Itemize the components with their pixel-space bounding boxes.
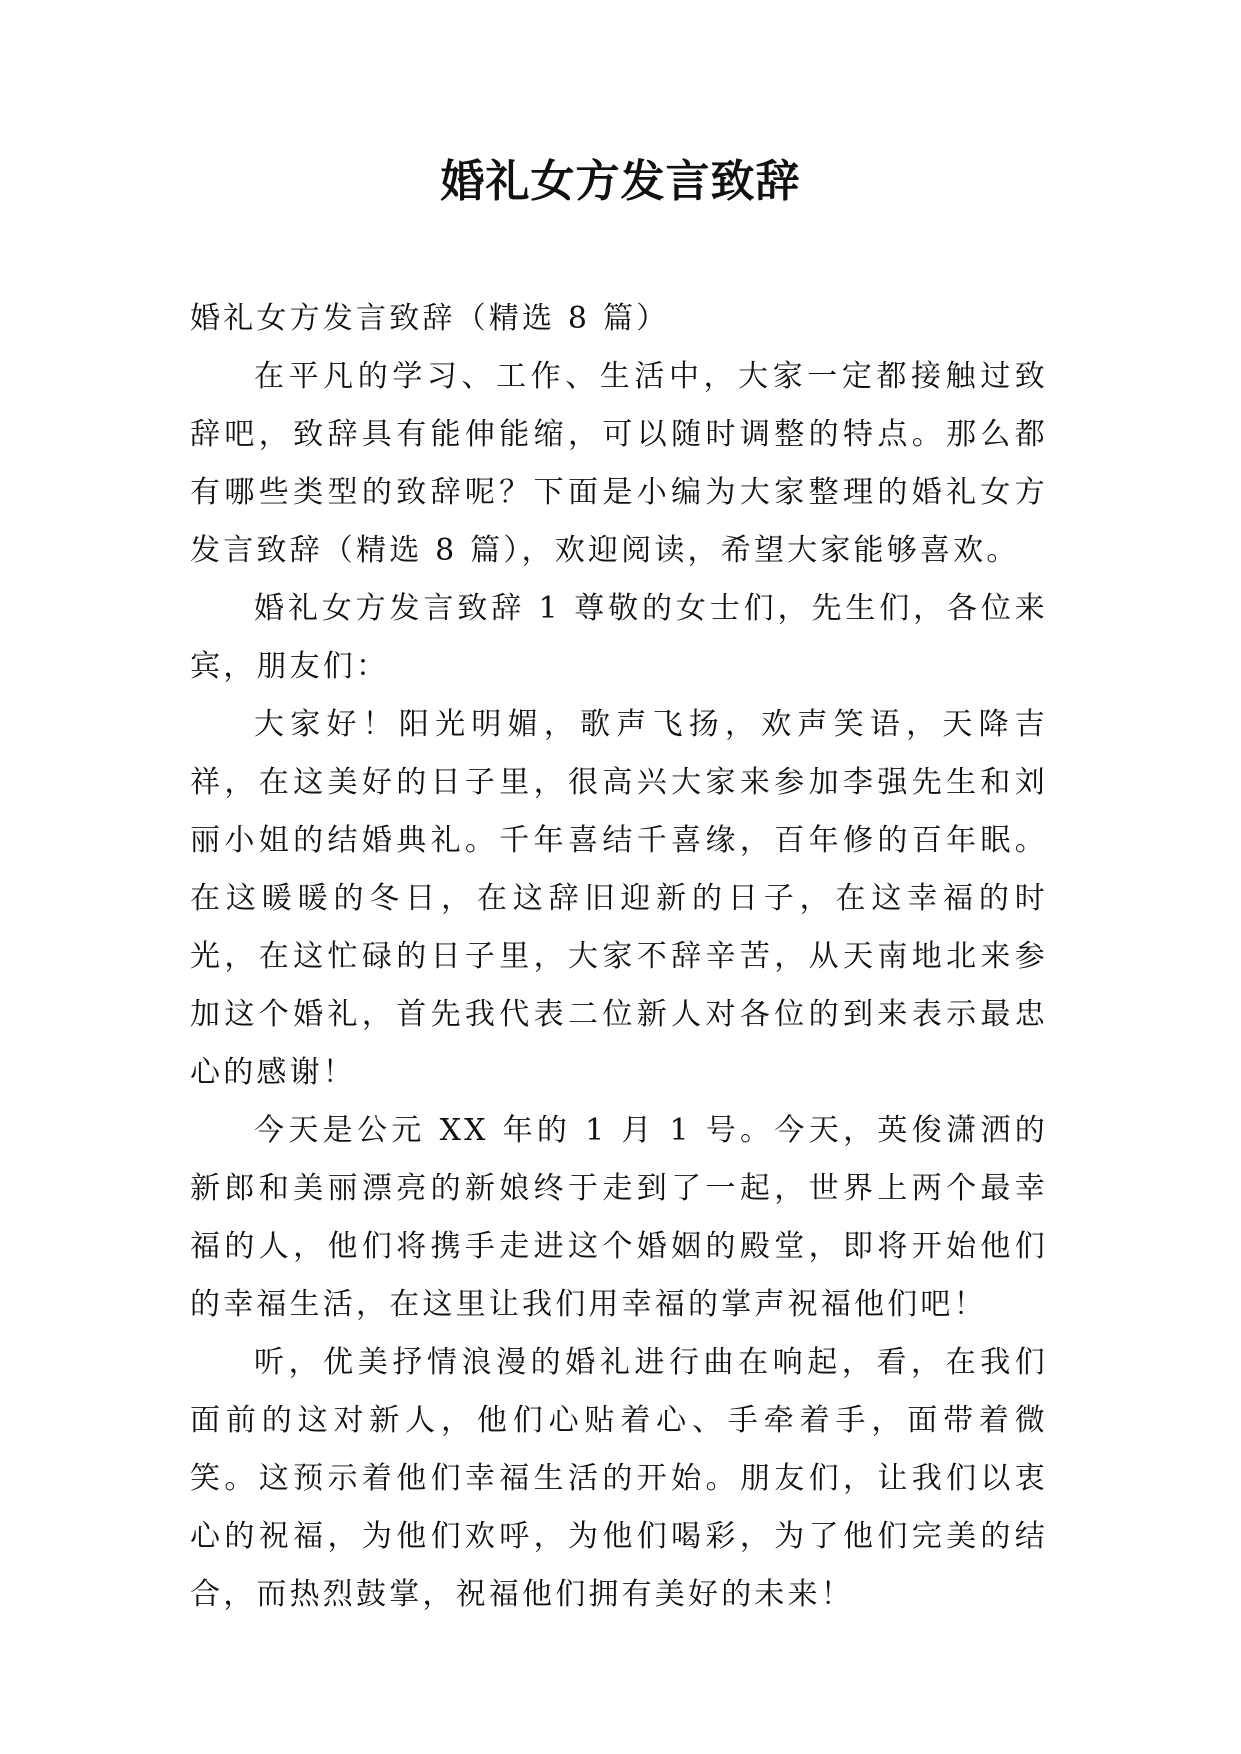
paragraph-blessing: 听，优美抒情浪漫的婚礼进行曲在响起，看，在我们面前的这对新人，他们心贴着心、手牵着手，面带着微笑。这预示着他们幸福生活的开始。朋友们，让我们以衷心的祝福，为他们欢呼，为他们喝彩，为了他们完美的结合，而热烈鼓掌，祝福他们拥有美好的未来！ xyxy=(190,1345,1048,1612)
document-title: 婚礼女方发言致辞 xyxy=(440,156,801,207)
paragraph-intro: 在平凡的学习、工作、生活中，大家一定都接触过致辞吧，致辞具有能伸能缩，可以随时调整的特点。那么都有哪些类型的致辞呢？下面是小编为大家整理的婚礼女方发言致辞（精选 8 篇），欢迎阅读，希望大家能够喜欢。 xyxy=(190,359,1048,568)
document-subtitle: 婚礼女方发言致辞（精选 8 篇） xyxy=(190,301,670,336)
paragraph-date: 今天是公元 XX 年的 1 月 1 号。今天，英俊潇洒的新郎和美丽漂亮的新娘终于走到了一起，世界上两个最幸福的人，他们将携手走进这个婚姻的殿堂，即将开始他们的幸福生活，在这里让我们用幸福的掌声祝福他们吧！ xyxy=(190,1113,1048,1322)
paragraph-welcome: 大家好！阳光明媚，歌声飞扬，欢声笑语，天降吉祥，在这美好的日子里，很高兴大家来参加李强先生和刘丽小姐的结婚典礼。千年喜结千喜缘，百年修的百年眠。在这暖暖的冬日，在这辞旧迎新的日子，在这幸福的时光，在这忙碌的日子里，大家不辞辛苦，从天南地北来参加这个婚礼，首先我代表二位新人对各位的到来表示最忠心的感谢！ xyxy=(190,707,1048,1090)
paragraph-greeting: 婚礼女方发言致辞 1 尊敬的女士们，先生们，各位来宾，朋友们： xyxy=(190,591,1048,684)
document-body xyxy=(190,290,1048,1624)
